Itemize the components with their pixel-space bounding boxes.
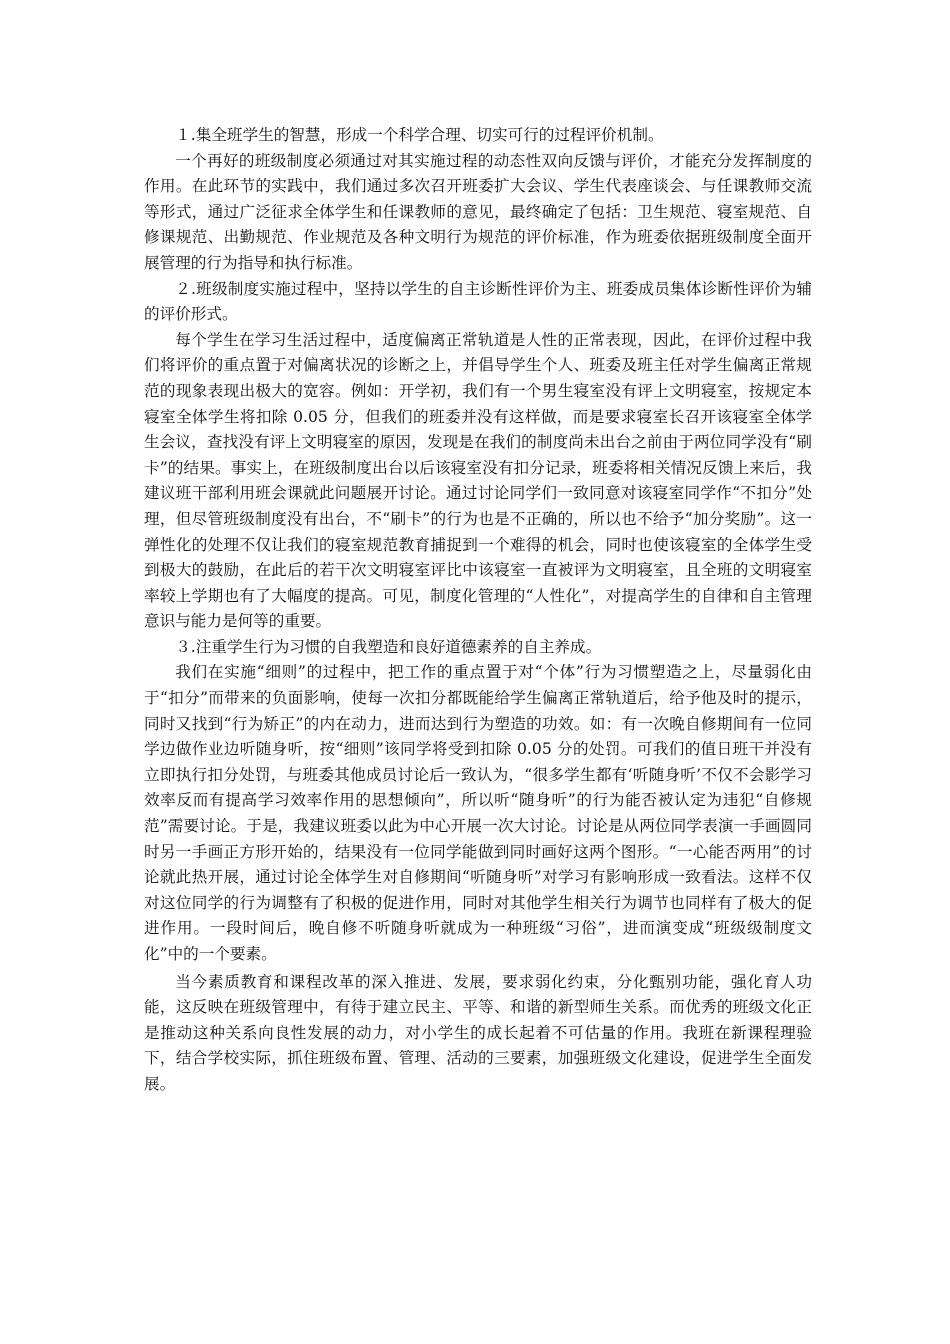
paragraph-2: 每个学生在学习生活过程中，适度偏离正常轨道是人性的正常表现，因此，在评价过程中我们将评价的重点置于对偏离状况的诊断之上，并倡导学生个人、班委及班主任对学生偏离正常规范的现象表现出极大的宽容。例如：开学初，我们有一个男生寝室没有评上文明寝室，按规定本寝室全体学生将扣除 0.05 分，但我们的班委并没有这样做，而是要求寝室长召开该寝室全体学生会议，查找没有评上文明寝室的原因，发现是在我们的制度尚未出台之前由于两位同学没有“刷卡”的结果。事实上，在班级制度出台以后该寝室没有扣分记录，班委将相关情况反馈上来后，我建议班干部利用班会课就此问题展开讨论。通过讨论同学们一致同意对该寝室同学作“不扣分”处理，但尽管班级制度没有出台，不“刷卡”的行为也是不正确的，所以也不给予“加分奖励”。这一弹性化的处理不仅让我们的寝室规范教育捕捉到一个难得的机会，同时也使该寝室的全体学生受到极大的鼓励，在此后的若干次文明寝室评比中该寝室一直被评为文明寝室，且全班的文明寝室率较上学期也有了大幅度的提高。可见，制度化管理的“人性化”，对提高学生的自律和自主管理意识与能力是何等的重要。 (144, 330, 812, 631)
document-body (144, 123, 812, 1098)
section-heading-2: ２.班级制度实施过程中，坚持以学生的自主诊断性评价为主、班委成员集体诊断性评价为辅的评价形式。 (144, 279, 812, 324)
section-heading-1: １.集全班学生的智慧，形成一个科学合理、切实可行的过程评价机制。 (175, 126, 664, 144)
paragraph-3: 我们在实施“细则”的过程中，把工作的重点置于对“个体”行为习惯塑造之上，尽量弱化由于“扣分”而带来的负面影响，使每一次扣分都既能给学生偏离正常轨道后，给予他及时的提示，同时又找到“行为矫正”的内在动力，进而达到行为塑造的功效。如：有一次晚自修期间有一位同学边做作业边听随身听，按“细则”该同学将受到扣除 0.05 分的处罚。可我们的值日班干并没有立即执行扣分处罚，与班委其他成员讨论后一致认为，“很多学生都有‘听随身听’不仅不会影学习效率反而有提高学习效率作用的思想倾向”，所以听“随身听”的行为能否被认定为违犯“自修规范”需要讨论。于是，我建议班委以此为中心开展一次大讨论。讨论是从两位同学表演一手画圆同时另一手画正方形开始的，结果没有一位同学能做到同时画好这两个图形。“一心能否两用”的讨论就此热开展，通过讨论全体学生对自修期间“听随身听”对学习有影响形成一致看法。这样不仅对这位同学的行为调整有了积极的促进作用，同时对其他学生相关行为调节也同样有了极大的促进作用。一段时间后，晚自修不听随身听就成为一种班级“习俗”，进而演变成“班级级制度文化”中的一个要素。 (144, 663, 812, 963)
paragraph-4: 当今素质教育和课程改革的深入推进、发展，要求弱化约束，分化甄别功能，强化育人功能，这反映在班级管理中，有待于建立民主、平等、和谐的新型师生关系。而优秀的班级文化正是推动这种关系向良性发展的动力，对小学生的成长起着不可估量的作用。我班在新课程理验下，结合学校实际，抓住班级布置、管理、活动的三要素，加强班级文化建设，促进学生全面发展。 (144, 972, 812, 1093)
paragraph-1: 一个再好的班级制度必须通过对其实施过程的动态性双向反馈与评价，才能充分发挥制度的作用。在此环节的实践中，我们通过多次召开班委扩大会议、学生代表座谈会、与任课教师交流等形式，通过广泛征求全体学生和任课教师的意见，最终确定了包括：卫生规范、寝室规范、自修课规范、出勤规范、作业规范及各种文明行为规范的评价标准，作为班委依据班级制度全面开展管理的行为指导和执行标准。 (144, 151, 812, 272)
section-heading-3: ３.注重学生行为习惯的自我塑造和良好道德素养的自主养成。 (175, 637, 602, 656)
